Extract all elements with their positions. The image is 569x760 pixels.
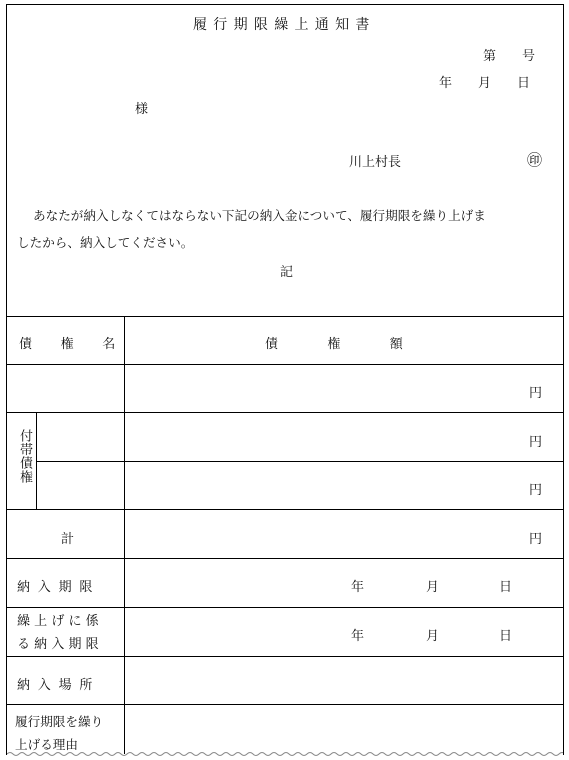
row-divider (7, 509, 563, 510)
body-text-line2: したから、納入してください。 (17, 235, 194, 250)
ki-label: 記 (280, 265, 294, 280)
due-date-label: 納入期限 (17, 580, 101, 595)
addressee-suffix: 様 (135, 102, 149, 117)
date-label: 年 月 日 (439, 76, 531, 91)
row-divider (7, 364, 563, 365)
reason-label-line2: 上げる理由 (15, 737, 78, 752)
advanced-due-label-line1: 繰上げに係 (17, 614, 103, 629)
row-divider (7, 607, 563, 608)
yen-unit: 円 (529, 483, 543, 498)
futai-divider (36, 412, 37, 509)
total-label: 計 (61, 532, 75, 547)
header-claim-name: 債 権 名 (19, 337, 124, 352)
number-label: 第 号 (483, 49, 536, 64)
table-top-border (7, 316, 563, 317)
header-claim-amount: 債 権 額 (265, 337, 411, 352)
document-title: 履行期限繰上通知書 (193, 17, 376, 33)
advanced-month: 月 (426, 629, 440, 644)
yen-unit: 円 (529, 532, 543, 547)
advanced-day: 日 (499, 629, 513, 644)
column-divider (124, 316, 125, 754)
row-divider (7, 558, 563, 559)
issuer-name: 川上村長 (349, 155, 402, 170)
due-year: 年 (351, 580, 365, 595)
row-divider (7, 412, 563, 413)
yen-unit: 円 (529, 386, 543, 401)
row-divider (36, 461, 563, 462)
row-divider (7, 656, 563, 657)
row-divider (7, 704, 563, 705)
body-text-line1: あなたが納入しなくてはならない下記の納入金について、履行期限を繰り上げま (33, 208, 486, 223)
futai-label: 付帯債権 (17, 429, 32, 484)
reason-label-line1: 履行期限を繰り (15, 714, 104, 729)
due-month: 月 (426, 580, 440, 595)
notice-form (6, 4, 564, 755)
yen-unit: 円 (529, 435, 543, 450)
payment-place-label: 納入場所 (17, 678, 101, 693)
advanced-due-label-line2: る納入期限 (17, 637, 103, 652)
seal-mark: ㊞ (527, 151, 543, 169)
torn-edge (7, 749, 563, 759)
due-day: 日 (499, 580, 513, 595)
advanced-year: 年 (351, 629, 365, 644)
